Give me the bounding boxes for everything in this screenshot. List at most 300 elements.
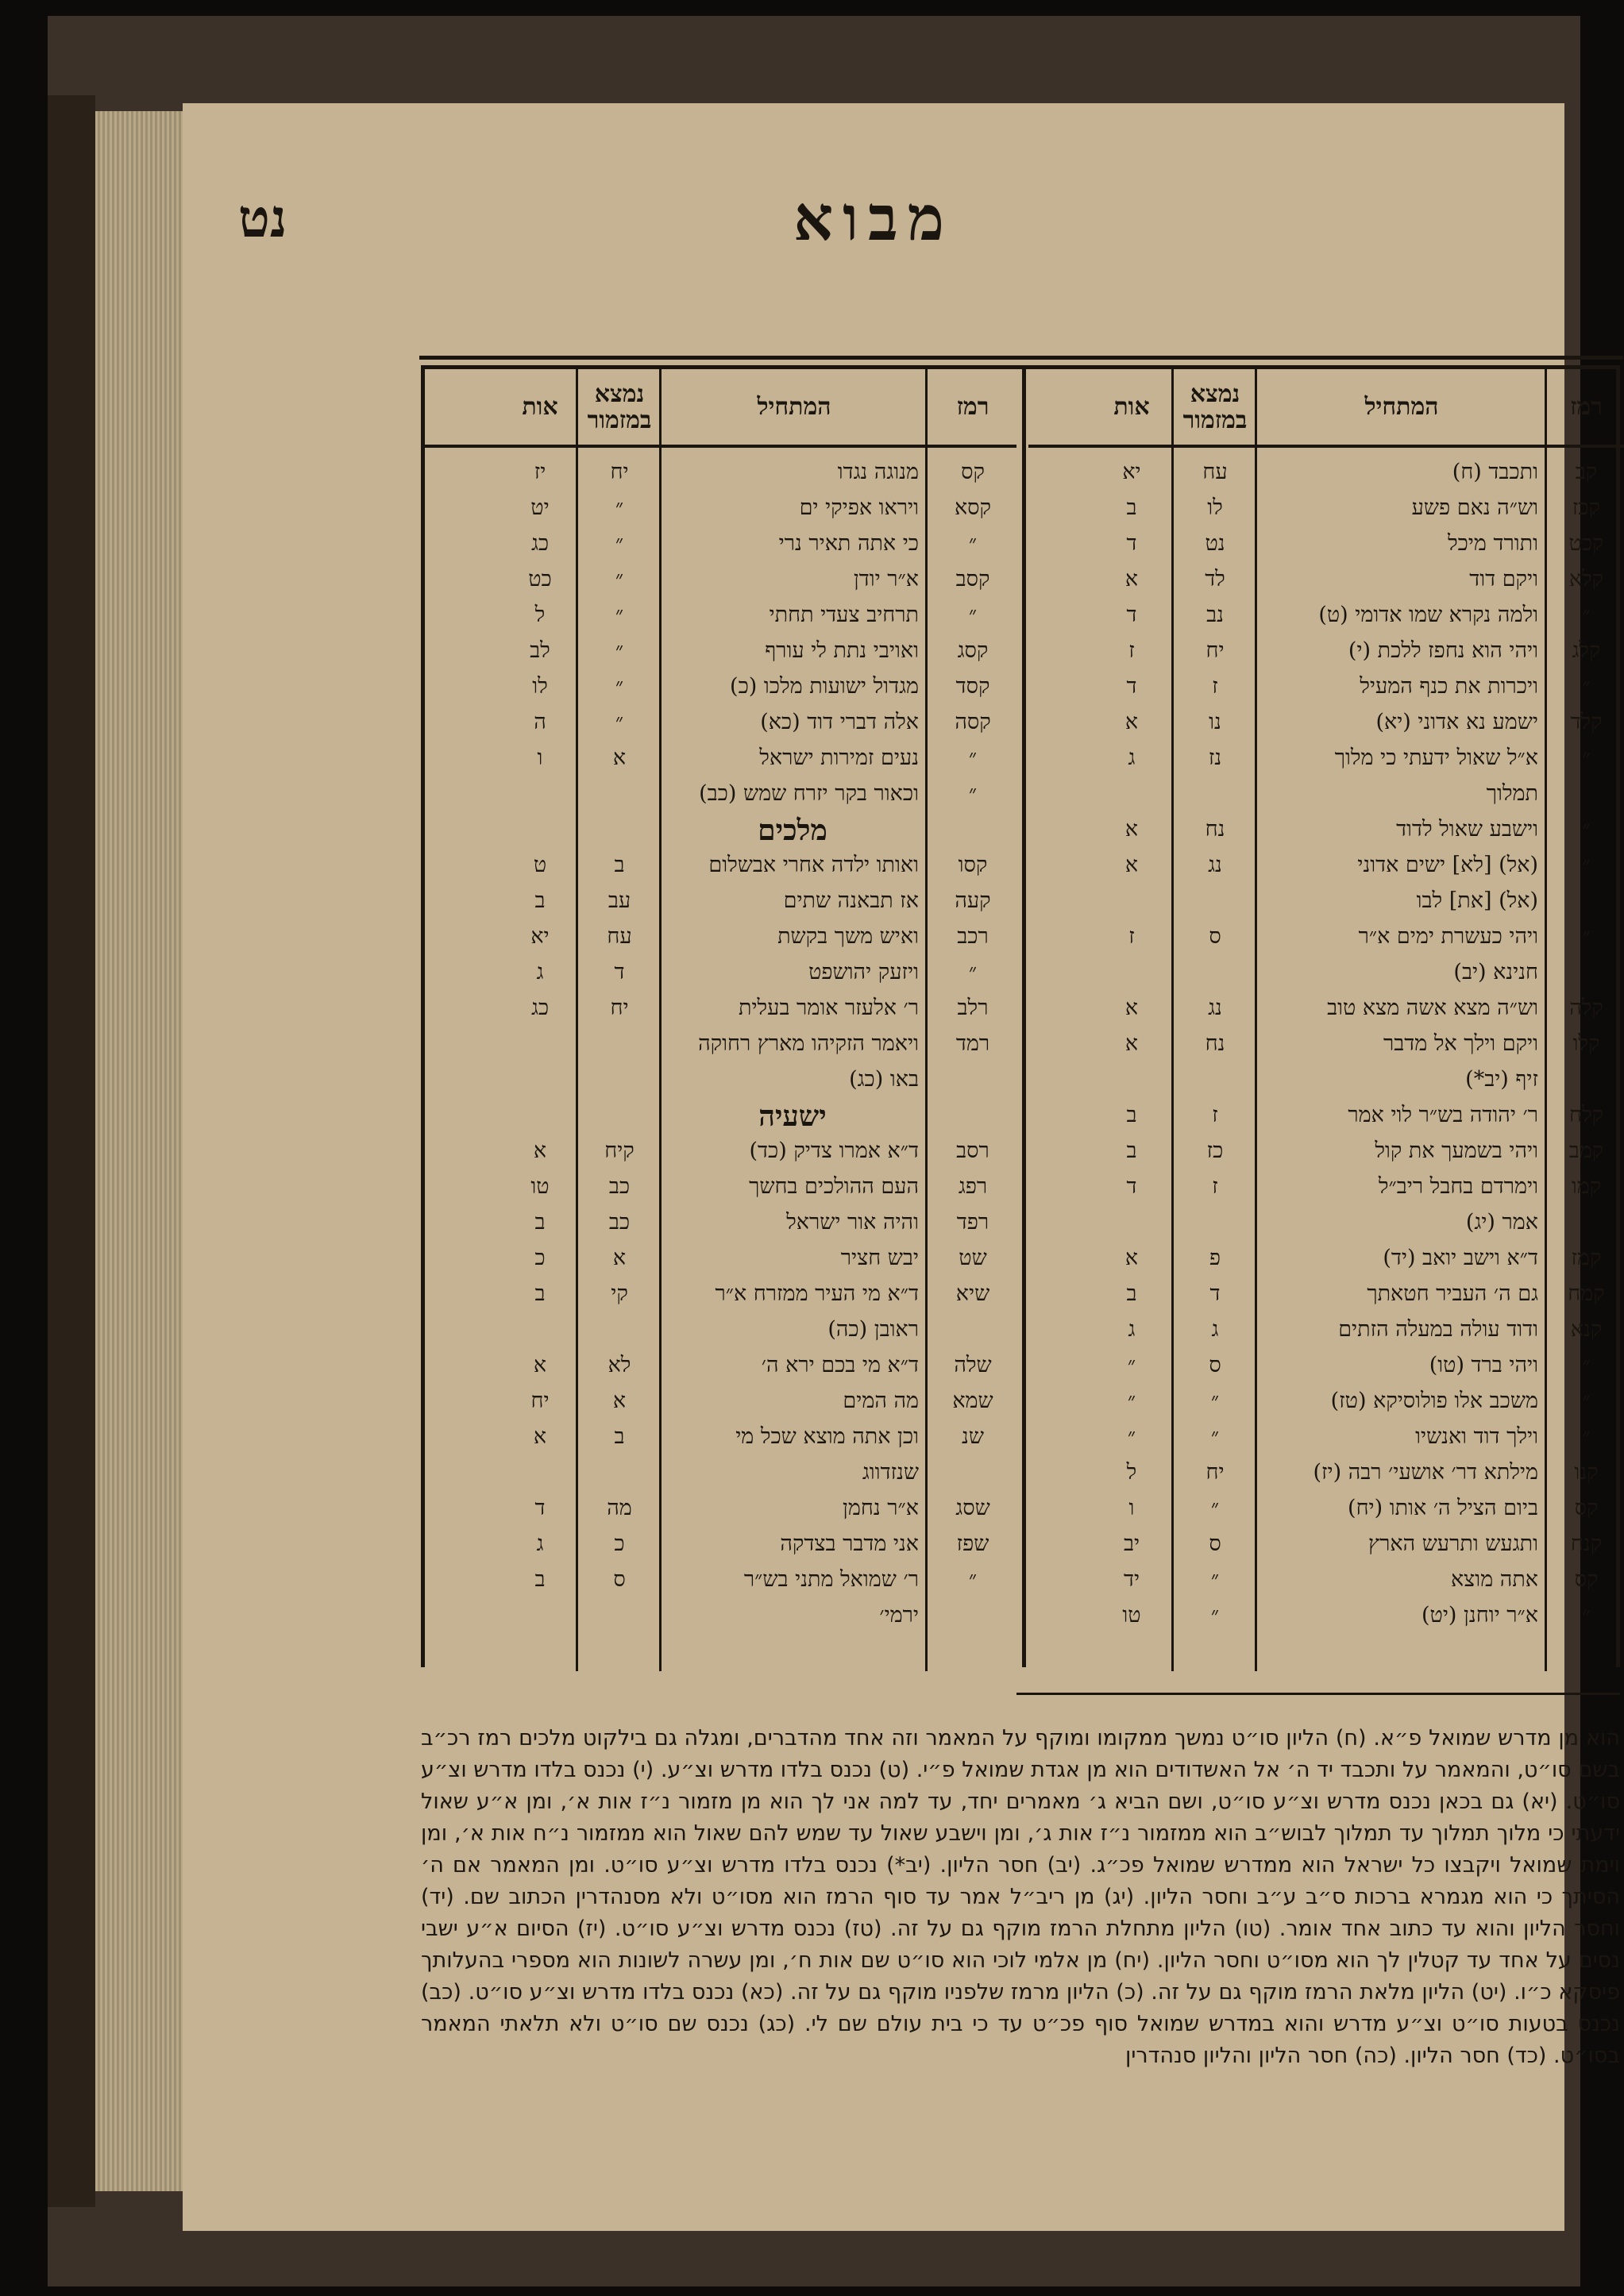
table-row [1028, 1385, 1624, 1421]
cell-mizmor: ״ [615, 567, 624, 591]
table-row [1028, 1350, 1624, 1385]
col-header-ot: אות [522, 393, 558, 421]
cell-hamatchil: ויהי הוא נחפז ללכת (י) [1348, 638, 1538, 663]
cell-ot: ״ [1127, 1424, 1136, 1449]
cell-mizmor: קיח [604, 1138, 635, 1163]
col-header-ramaz: רמז [956, 393, 989, 421]
cell-hamatchil: מגדול ישועות מלכו (כ) [730, 674, 919, 699]
cell-ramaz: קנו [1574, 1460, 1599, 1485]
col-header-nimtsa [1175, 369, 1255, 445]
cell-ot: ה [534, 710, 546, 734]
cell-mizmor: ב [614, 1424, 625, 1449]
cell-mizmor: כ [614, 1531, 625, 1556]
cell-ot: ז [1128, 924, 1135, 949]
cell-ramaz: ״ [1582, 1389, 1591, 1413]
cell-ramaz: קמב [1568, 1138, 1604, 1163]
cell-hamatchil: ד״א אמרו צדיק (כד) [749, 1138, 919, 1163]
cell-hamatchil: ואותו ילדה אחרי אבשלום [708, 853, 919, 877]
cell-ot: ד [534, 1496, 546, 1520]
col-header-nimtsa-line1: נמצא [594, 379, 645, 408]
table-row [1028, 1564, 1624, 1600]
cell-hamatchil: ביום הציל ה׳ אותו (יח) [1348, 1496, 1538, 1520]
cell-ramaz: קלו [1572, 1031, 1600, 1056]
cell-ramaz: ״ [1582, 1353, 1591, 1377]
table-row [425, 1457, 1016, 1493]
cell-mizmor: לו [1207, 495, 1223, 520]
table-row [1028, 1100, 1624, 1135]
cell-ramaz: קסב [955, 567, 990, 591]
table-row [1028, 492, 1624, 528]
cell-ramaz: קכט [1568, 531, 1604, 556]
table-row [425, 1528, 1016, 1564]
cell-hamatchil: ואויבי נתת לי עורף [765, 638, 919, 663]
cell-ot: לו [532, 674, 548, 699]
table-row [1028, 1064, 1624, 1100]
cell-mizmor: עח [1202, 460, 1228, 484]
table-row [1028, 1135, 1624, 1171]
table-row [1028, 921, 1624, 957]
col-header-nimtsa-line2: במזמור [587, 406, 652, 434]
cell-ot: א [1124, 1246, 1139, 1270]
table-row [425, 671, 1016, 707]
cell-hamatchil: אני מדבר בצדקה [780, 1531, 919, 1556]
cell-hamatchil: ד״א מי העיר ממזרח א״ר [715, 1281, 919, 1306]
cell-ot: טו [1122, 1603, 1141, 1628]
footnotes: הוא מן מדרש שמואל פ״א. (ח) הליון סו״ט נמשך ממקומו ומוקף על המאמר וזה אחד מהדברים, ומגלה גם בילקוט מלכים רמז רכ״ב בשם סו״ט, והמאמר על ותכבד יד ה׳ אל האשדודים הוא מן אגדת שמואל פ״י. (ט) נכנס בלדו מדרש וצ״ע. (י) נכנס בלדו מדרש וצ״ע סו״ט. (יא) גם בכאן נכנס מדרש וצ״ע סו״ט, ושם הביא ג׳ מאמרים יחד, עד למה אני לך הוא מן מזמור נ״ז אות א׳, ומן א״ע שאול ידעתי כי מלוך תמלוך עד תמלוך לבוש״ב הוא ממזמור נ״ז אות ג׳, ומן וישבע שאול עד שמש להם שאול הוא ממזמור נ״ח אות א׳, ומן וימת שמואל ויקבצו כל ישראל הוא ממדרש שמואל פכ״ג. (יב) חסר הליון. (יב*) נכנס בלדו מדרש וצ״ע סו״ט. ומן המאמר אם ה׳ הסיתך כי הוא מגמרא ברכות ס״ב ע״ב וחסר הליון. (יג) מן ריב״ל אמר עד סוף הרמז הוא מסו״ט ולא מסנהדרין הכתוב שם. (יד) וחסר הליון והוא עד כתוב אחד אומר. (טו) הליון מתחלת הרמז מוקף גם על זה. (טז) נכנס מדרש וצ״ע סו״ט. (יז) הסיום א״ע ישבי נסים על אחד עד קטלין לך הוא מסו״ט וחסר הליון. (יח) מן אלמי לוכי הוא סו״ט שם אות ח׳, ומן עשרה לשונות הוא מספרי בהעלותך פיסקא כ״ו. (יט) הליון מלאת הרמז מוקף גם על זה. (כ) הליון מרמז שלפניו מוקף גם על זה. (כא) נכנס בלדו מדרש וצ״ע סו״ט. (כב) נכנס בטעות סו״ט וצ״ע מדרש והוא במדרש שמואל סוף פכ״ט עד כי בית עולם שם לי. (כג) נכנס שם סו״ט ולא תלאתי המאמר בסו״ט. (כד) חסר הליון. (כה) חסר הליון והליון סנהדרין [421, 1726, 1620, 2068]
cell-hamatchil: כי אתה תאיר נרי [778, 531, 919, 556]
cell-mizmor: נו [1209, 710, 1221, 734]
cell-mizmor: ס [1209, 1353, 1221, 1377]
cell-hamatchil: ולמה נקרא שמו אדומי (ט) [1318, 603, 1538, 627]
cell-mizmor: כב [608, 1210, 631, 1235]
cell-mizmor: ״ [615, 674, 624, 699]
cell-ramaz: שפז [956, 1531, 989, 1556]
cell-ot: ג [1128, 745, 1136, 770]
table-row [425, 1064, 1016, 1100]
cell-ramaz: קב [1575, 460, 1598, 484]
cell-ot: ב [534, 1281, 546, 1306]
cell-mizmor: ״ [1210, 1389, 1220, 1413]
page-title: מבוא [793, 183, 954, 255]
cell-hamatchil: (אל) [לא] ישים אדוני [1357, 853, 1538, 877]
cell-mizmor: ״ [615, 495, 624, 520]
cell-hamatchil: ואיש משך בקשת [777, 924, 919, 949]
cell-mizmor: ז [1212, 1174, 1218, 1199]
cell-ot: ג [536, 1531, 544, 1556]
table-row [1028, 992, 1624, 1028]
table-row [1028, 1171, 1624, 1207]
cell-ramaz: ״ [1582, 603, 1591, 627]
section-heading-row [425, 814, 1016, 849]
cell-ot: ל [534, 603, 546, 627]
cell-mizmor: יח [1205, 638, 1225, 663]
cell-ot: ב [1126, 1281, 1137, 1306]
cell-mizmor: א [612, 745, 627, 770]
cell-hamatchil: אתה מוצא [1450, 1567, 1538, 1592]
cell-mizmor: נח [1205, 1031, 1225, 1056]
table-row [1028, 564, 1624, 599]
cell-ot: יט [530, 495, 550, 520]
cell-ot: ב [534, 888, 546, 913]
cell-hamatchil: העם ההולכים בחשך [749, 1174, 919, 1199]
cell-ramaz: קלה [1569, 996, 1603, 1020]
cell-ot: ג [536, 960, 544, 984]
cell-hamatchil: ישמע נא אדוני (יא) [1375, 710, 1538, 734]
cell-hamatchil: ותכבד (ח) [1452, 460, 1538, 484]
cell-ramaz: ״ [1582, 817, 1591, 842]
cell-ramaz: ״ [1582, 1603, 1591, 1628]
cell-hamatchil: וש״ה מצא אשה מצא טוב [1327, 996, 1538, 1020]
cell-ot: ט [533, 853, 547, 877]
cell-ramaz: ״ [968, 745, 978, 770]
cell-mizmor: נב [1206, 603, 1224, 627]
table-row [1028, 849, 1624, 885]
table-row [425, 707, 1016, 742]
cell-hamatchil: וש״ה נאם פשע [1411, 495, 1538, 520]
cell-hamatchil: נעים זמירות ישראל [759, 745, 919, 770]
cell-ot: א [533, 1353, 547, 1377]
cell-ot: ב [1126, 495, 1137, 520]
table-row [1028, 528, 1624, 564]
cell-ot: ד [1126, 1174, 1137, 1199]
table-row [1028, 1278, 1624, 1314]
cell-hamatchil: א״ר יודן [853, 567, 919, 591]
cell-hamatchil: אמר (יג) [1465, 1210, 1538, 1235]
cell-ramaz: שט [959, 1246, 987, 1270]
cell-mizmor: ס [613, 1567, 626, 1592]
cell-ramaz: קסה [955, 710, 991, 734]
cell-ot: א [1124, 853, 1139, 877]
cell-ramaz: קס [1574, 1496, 1599, 1520]
cell-mizmor: ״ [615, 638, 624, 663]
index-table-left-half [425, 369, 1016, 1671]
index-table [421, 365, 1620, 1667]
cell-ramaz: ״ [968, 781, 978, 806]
cell-mizmor: עב [608, 888, 631, 913]
cell-hamatchil: יבש חציר [840, 1246, 919, 1270]
cell-ot: ו [1128, 1496, 1135, 1520]
cell-ot: ז [1128, 638, 1135, 663]
cell-hamatchil: וימרדם בחבל ריב״ל [1378, 1174, 1538, 1199]
cell-ramaz: ״ [1582, 1424, 1591, 1449]
cell-ramaz: רכב [957, 924, 989, 949]
table-row [1028, 457, 1624, 492]
cell-hamatchil: אלה דברי דוד (כא) [760, 710, 919, 734]
table-row [1028, 1028, 1624, 1064]
cell-ot: ד [1126, 531, 1137, 556]
cell-mizmor: א [612, 1246, 627, 1270]
cell-hamatchil: באו (כג) [849, 1067, 919, 1092]
table-row [425, 1135, 1016, 1171]
table-row [425, 457, 1016, 492]
cell-ot: ל [1126, 1460, 1137, 1485]
cell-hamatchil: ירמי׳ [879, 1603, 919, 1628]
cell-hamatchil: וילך דוד ואנשיו [1415, 1424, 1538, 1449]
cell-mizmor: עח [607, 924, 632, 949]
page-edges [95, 111, 183, 2191]
cell-mizmor: יח [610, 460, 629, 484]
cell-ot: טו [530, 1174, 550, 1199]
cell-ot: ד [1126, 674, 1137, 699]
cell-ramaz: קנח [1570, 1531, 1603, 1556]
cell-ramaz: ״ [1582, 674, 1591, 699]
cell-mizmor: ״ [1210, 1567, 1220, 1592]
cell-mizmor: ״ [1210, 1424, 1220, 1449]
cell-ramaz: קעה [955, 888, 991, 913]
table-row [1028, 1207, 1624, 1242]
cell-hamatchil: ר׳ שמואל מתני בש״ר [743, 1567, 919, 1592]
cell-mizmor: ד [1209, 1281, 1221, 1306]
cell-ot: ב [534, 1210, 546, 1235]
cell-ot: יא [1122, 460, 1141, 484]
cell-ot: ב [534, 1567, 546, 1592]
cell-hamatchil: מילתא דר׳ אושעי׳ רבה (יז) [1313, 1460, 1538, 1485]
cell-hamatchil: (אל) [את] לבו [1416, 888, 1538, 913]
cell-mizmor: נט [1205, 531, 1225, 556]
cell-ot: א [1124, 710, 1139, 734]
col-header-hamatchil: המתחיל [757, 393, 831, 421]
cell-hamatchil: א״ר יוחנן (יט) [1421, 1603, 1538, 1628]
footnote-divider [1016, 1693, 1620, 1695]
table-row [425, 1314, 1016, 1350]
table-row [1028, 1600, 1624, 1635]
cell-hamatchil: ויהי ברד (טו) [1429, 1353, 1538, 1377]
cell-hamatchil: א״ר נחמן [843, 1496, 919, 1520]
cell-ot: כט [528, 567, 552, 591]
cell-mizmor: ״ [615, 603, 624, 627]
table-row [425, 1350, 1016, 1385]
cell-ot: כ [534, 1246, 546, 1270]
cell-ramaz: רסב [956, 1138, 989, 1163]
cell-hamatchil: מנוגה נגדו [837, 460, 919, 484]
cell-mizmor: קי [611, 1281, 628, 1306]
table-row [425, 742, 1016, 778]
section-heading: ישעיה [758, 1100, 827, 1133]
cell-mizmor: ״ [615, 710, 624, 734]
table-row [425, 849, 1016, 885]
cell-hamatchil: ד״א מי בכם ירא ה׳ [761, 1353, 919, 1377]
cell-hamatchil: ויקם דוד [1469, 567, 1538, 591]
cell-ramaz: ״ [968, 960, 978, 984]
table-row [425, 1421, 1016, 1457]
table-row [425, 992, 1016, 1028]
cell-ramaz: קסג [957, 638, 989, 663]
cell-ramaz: רלב [957, 996, 989, 1020]
col-header-hamatchil: המתחיל [1364, 393, 1439, 421]
cell-hamatchil: וכאור בקר יזרח שמש (כב) [699, 781, 919, 806]
book-page [183, 103, 1620, 2231]
table-row [425, 1493, 1016, 1528]
cell-ot: א [1124, 996, 1139, 1020]
cell-ramaz: קס [961, 460, 985, 484]
table-row [425, 778, 1016, 814]
table-row [425, 1171, 1016, 1207]
cell-mizmor: ב [614, 853, 625, 877]
cell-mizmor: יח [610, 996, 629, 1020]
cell-mizmor: נג [1208, 996, 1222, 1020]
table-header-left [425, 369, 1016, 448]
cell-ramaz: שלה [954, 1353, 992, 1377]
table-row [1028, 1242, 1624, 1278]
cell-hamatchil: שנזדווג [862, 1460, 919, 1485]
cell-ot: ב [1126, 1138, 1137, 1163]
cell-hamatchil: וכן אתה מוצא שכל מי [735, 1424, 919, 1449]
cell-ot: א [533, 1138, 547, 1163]
cell-hamatchil: תרחיב צעדי תחתי [769, 603, 919, 627]
cell-ot: א [1124, 1031, 1139, 1056]
col-header-ramaz: רמז [1570, 393, 1603, 421]
table-row [1028, 635, 1624, 671]
cell-ramaz: שיא [955, 1281, 990, 1306]
cell-ramaz: קסא [954, 495, 991, 520]
cell-hamatchil: ר׳ אלעזר אומר בעלית [739, 996, 919, 1020]
cell-ramaz: קכז [1572, 495, 1601, 520]
table-row [425, 492, 1016, 528]
cell-mizmor: ״ [615, 531, 624, 556]
table-row [425, 1028, 1016, 1064]
cell-hamatchil: והיה אור ישראל [786, 1210, 919, 1235]
table-row [1028, 742, 1624, 778]
cell-mizmor: ״ [1210, 1603, 1220, 1628]
table-row [425, 885, 1016, 921]
table-row [425, 635, 1016, 671]
cell-hamatchil: ויכרות את כנף המעיל [1360, 674, 1538, 699]
page-number: נט [238, 187, 287, 249]
cell-mizmor: פ [1209, 1246, 1221, 1270]
cell-hamatchil: ראובן (כה) [827, 1317, 919, 1342]
table-row [1028, 599, 1624, 635]
cell-hamatchil: ויהי בשמעך את קול [1375, 1138, 1538, 1163]
index-table-right-half [1028, 369, 1624, 1671]
table-row [1028, 1314, 1624, 1350]
cell-ot: ג [1128, 1317, 1136, 1342]
cell-ot: יד [1123, 1567, 1140, 1592]
cell-ot: יא [530, 924, 550, 949]
cell-mizmor: ״ [1210, 1496, 1220, 1520]
cell-hamatchil: תמלוך [1486, 781, 1538, 806]
cell-mizmor: ז [1212, 674, 1218, 699]
cell-hamatchil: א״ל שאול ידעתי כי מלוך [1334, 745, 1538, 770]
cell-hamatchil: מה המים [843, 1389, 919, 1413]
cell-mizmor: א [612, 1389, 627, 1413]
cell-ramaz: שסג [955, 1496, 990, 1520]
cell-ramaz: קלא [1568, 567, 1604, 591]
cell-ot: ו [537, 745, 543, 770]
table-row [1028, 707, 1624, 742]
cell-hamatchil: ותורד מיכל [1447, 531, 1538, 556]
table-rows-left [425, 457, 1016, 1635]
cell-ramaz: קלד [1570, 710, 1603, 734]
table-row [425, 1242, 1016, 1278]
table-row [425, 1600, 1016, 1635]
col-header-nimtsa-line2: במזמור [1182, 406, 1248, 434]
cell-ramaz: קמז [1571, 1246, 1602, 1270]
cell-mizmor: ז [1212, 1103, 1218, 1127]
cell-hamatchil: ויזעק יהושפט [808, 960, 919, 984]
cell-ramaz: רפד [956, 1210, 989, 1235]
cell-ot: לב [530, 638, 550, 663]
cell-ot: ב [1126, 1103, 1137, 1127]
cell-hamatchil: זיף (יב*) [1465, 1067, 1538, 1092]
table-row [1028, 814, 1624, 849]
cell-ramaz: רפג [958, 1174, 988, 1199]
cell-mizmor: לא [608, 1353, 631, 1377]
col-header-nimtsa-line1: נמצא [1190, 379, 1240, 408]
cell-ramaz: קמו [1571, 1174, 1602, 1199]
table-row [425, 957, 1016, 992]
cell-ot: א [1124, 567, 1139, 591]
cell-ramaz: שנ [962, 1424, 984, 1449]
cell-mizmor: ד [614, 960, 625, 984]
cell-ot: א [533, 1424, 547, 1449]
table-row [1028, 885, 1624, 921]
cell-ramaz: ״ [1582, 853, 1591, 877]
cell-hamatchil: אז תבאנה שתים [783, 888, 919, 913]
cell-ot: ד [1126, 603, 1137, 627]
table-row [425, 564, 1016, 599]
cell-ramaz: קס [1574, 1567, 1599, 1592]
cell-hamatchil: ותגעש ותרעש הארץ [1368, 1531, 1538, 1556]
table-row [425, 599, 1016, 635]
cell-ramaz: ״ [1582, 924, 1591, 949]
cell-ot: יב [1123, 1531, 1140, 1556]
cell-ramaz: שמא [952, 1389, 993, 1413]
cell-ramaz: ״ [968, 1567, 978, 1592]
cell-ramaz: קנא [1570, 1317, 1603, 1342]
col-header-ot: אות [1113, 393, 1150, 421]
cell-mizmor: מה [607, 1496, 632, 1520]
table-row [425, 1207, 1016, 1242]
table-row [1028, 671, 1624, 707]
cell-hamatchil: ודוד עולה במעלה הזתים [1338, 1317, 1538, 1342]
cell-ramaz: קסו [958, 853, 988, 877]
table-rows-right [1028, 457, 1624, 1635]
table-row [1028, 1421, 1624, 1457]
cell-hamatchil: ויקם וילך אל מדבר [1383, 1031, 1538, 1056]
cell-hamatchil: משכב אלו פולוסיקא (טז) [1330, 1389, 1538, 1413]
page-header [183, 183, 1564, 278]
table-row [1028, 1457, 1624, 1493]
cell-mizmor: נז [1208, 745, 1222, 770]
table-center-divider [1022, 369, 1026, 1667]
cell-ramaz: קמח [1568, 1281, 1605, 1306]
cell-ot: יח [530, 1389, 550, 1413]
cell-ramaz: קסד [955, 674, 990, 699]
cell-hamatchil: ד״א וישב יואב (יד) [1383, 1246, 1538, 1270]
cell-hamatchil: ויהי כעשרת ימים א״ר [1358, 924, 1538, 949]
cell-ot: ״ [1127, 1353, 1136, 1377]
table-row [425, 1278, 1016, 1314]
cell-mizmor: ס [1209, 924, 1221, 949]
book-spine [48, 95, 95, 2207]
cell-mizmor: כב [608, 1174, 631, 1199]
table-row [1028, 1493, 1624, 1528]
cell-ot: יז [534, 460, 546, 484]
cell-hamatchil: וישבע שאול לדוד [1396, 817, 1538, 842]
table-header-right [1028, 369, 1624, 448]
table-row [425, 1564, 1016, 1600]
cell-ramaz: קלח [1568, 1103, 1604, 1127]
cell-mizmor: נח [1205, 817, 1225, 842]
cell-ot: א [1124, 817, 1139, 842]
cell-mizmor: לד [1205, 567, 1225, 591]
cell-mizmor: כז [1206, 1138, 1224, 1163]
cell-ramaz: קלג [1572, 638, 1601, 663]
table-row [1028, 957, 1624, 992]
cell-ramaz: ״ [968, 603, 978, 627]
cell-mizmor: נג [1208, 853, 1222, 877]
cell-mizmor: ג [1211, 1317, 1219, 1342]
